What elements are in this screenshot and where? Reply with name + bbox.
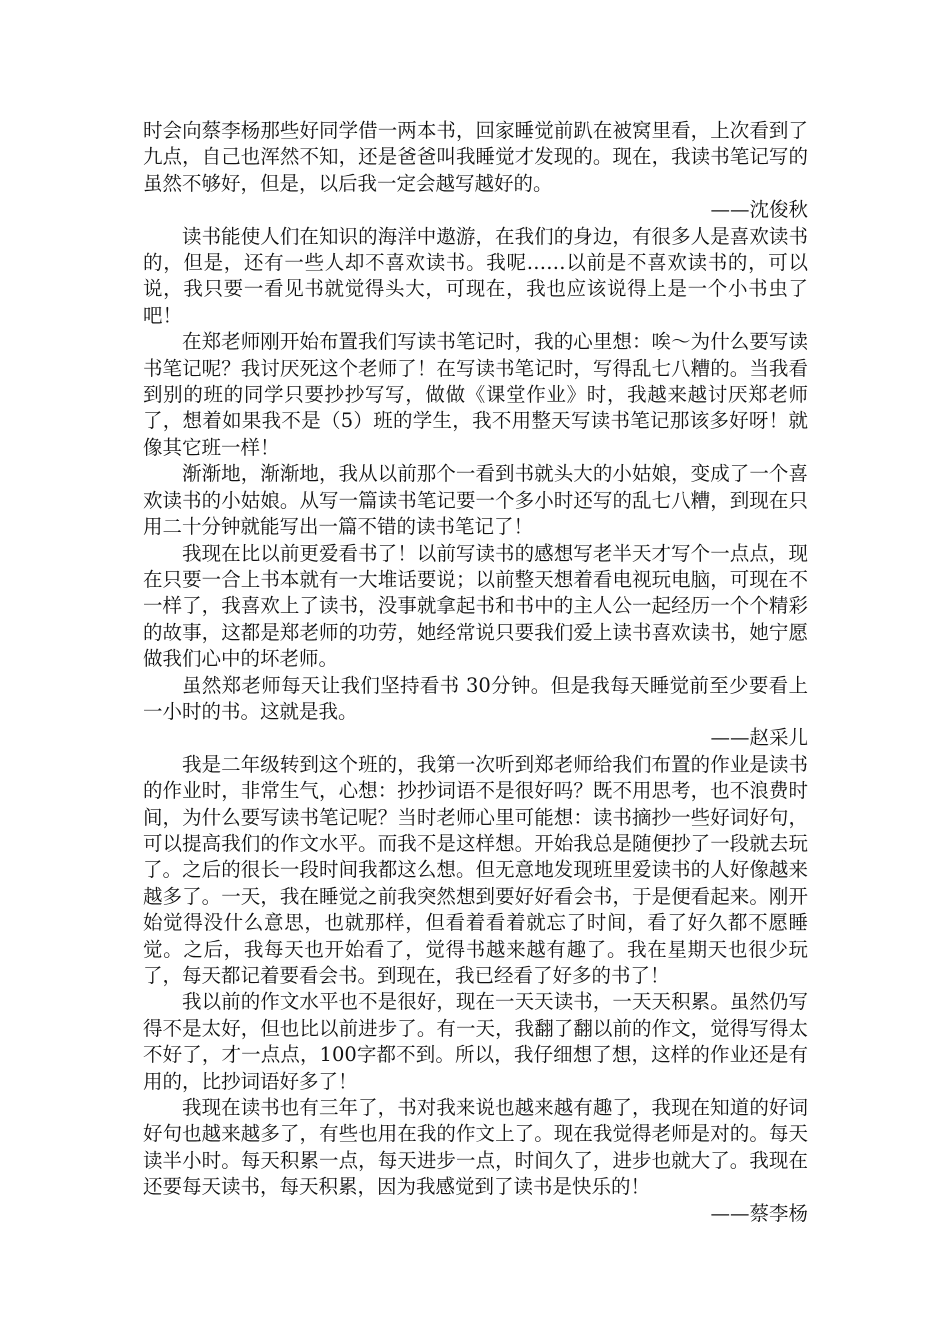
paragraph: 在郑老师刚开始布置我们写读书笔记时，我的心里想：唉～为什么要写读书笔记呢？我讨厌死这个老师了！在写读书笔记时，写得乱七八糟的。当我看到别的班的同学只要抄抄写写，做做《课堂作业》时，我越来越讨厌郑老师了，想着如果我不是（5）班的学生，我不用整天写读书笔记那该多好呀！就像其它班一样！ (143, 330, 808, 459)
author-signature: ——蔡李杨 (710, 1201, 808, 1225)
document-page (143, 118, 808, 1227)
author-signature: ——沈俊秋 (710, 198, 808, 222)
paragraph: 虽然郑老师每天让我们坚持看书 30分钟。但是我每天睡觉前至少要看上一小时的书。这就是我。 (143, 673, 808, 723)
paragraph: 我现在比以前更爱看书了！以前写读书的感想写老半天才写个一点点，现在只要一合上书本就有一大堆话要说；以前整天想着看电视玩电脑，可现在不一样了，我喜欢上了读书，没事就拿起书和书中的主人公一起经历一个个精彩的故事，这都是郑老师的功劳，她经常说只要我们爱上读书喜欢读书，她宁愿做我们心中的坏老师。 (143, 541, 808, 671)
author-signature: ——赵采儿 (710, 726, 808, 750)
paragraph: 读书能使人们在知识的海洋中遨游，在我们的身边，有很多人是喜欢读书的，但是，还有一些人却不喜欢读书。我呢……以前是不喜欢读书的，可以说，我只要一看见书就觉得头大，可现在，我也应该说得上是一个小书虫了吧！ (143, 224, 808, 327)
paragraph: 我现在读书也有三年了，书对我来说也越来越有趣了，我现在知道的好词好句也越来越多了，有些也用在我的作文上了。现在我觉得老师是对的。每天读半小时。每天积累一点，每天进步一点，时间久了，进步也就大了。我现在还要每天读书，每天积累，因为我感觉到了读书是快乐的！ (143, 1096, 808, 1199)
paragraph: 渐渐地，渐渐地，我从以前那个一看到书就头大的小姑娘，变成了一个喜欢读书的小姑娘。从写一篇读书笔记要一个多小时还写的乱七八糟，到现在只用二十分钟就能写出一篇不错的读书笔记了！ (143, 462, 808, 539)
paragraph: 我是二年级转到这个班的，我第一次听到郑老师给我们布置的作业是读书的作业时，非常生气，心想：抄抄词语不是很好吗？既不用思考，也不浪费时间，为什么要写读书笔记呢？当时老师心里可能想：读书摘抄一些好词好句，可以提高我们的作文水平。而我不是这样想。开始我总是随便抄了一段就去玩了。之后的很长一段时间我都这么想。但无意地发现班里爱读书的人好像越来越多了。一天，我在睡觉之前我突然想到要好好看会书，于是便看起来。刚开始觉得没什么意思，也就那样，但看着看着就忘了时间，看了好久都不愿睡觉。之后，我每天也开始看了，觉得书越来越有趣了。我在星期天也很少玩了，每天都记着要看会书。到现在，我已经看了好多的书了！ (143, 752, 808, 987)
paragraph: 我以前的作文水平也不是很好，现在一天天读书，一天天积累。虽然仍写得不是太好，但也比以前进步了。有一天，我翻了翻以前的作文，觉得写得太不好了，才一点点，100字都不到。所以，我仔细想了想，这样的作业还是有用的，比抄词语好多了！ (143, 990, 808, 1093)
paragraph: 时会向蔡李杨那些好同学借一两本书，回家睡觉前趴在被窝里看，上次看到了九点，自己也浑然不知，还是爸爸叫我睡觉才发现的。现在，我读书笔记写的虽然不够好，但是，以后我一定会越写越好的。 (143, 119, 808, 195)
